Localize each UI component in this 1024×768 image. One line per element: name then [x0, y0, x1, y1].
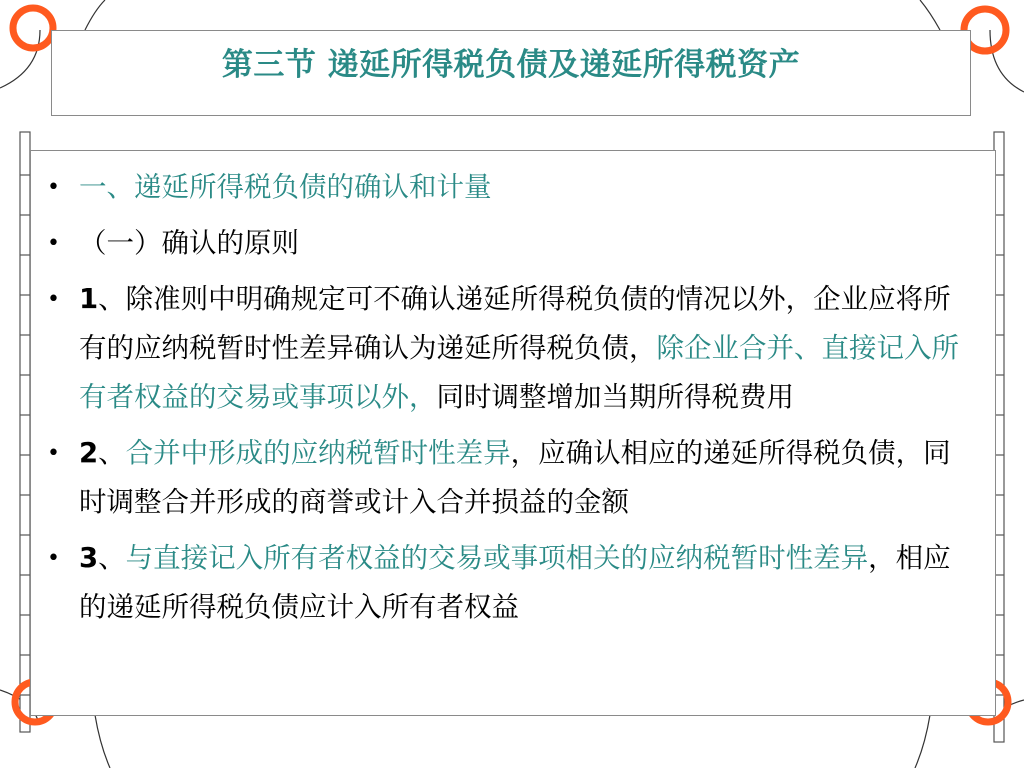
list-item	[45, 275, 975, 422]
bullet-icon: •	[47, 441, 60, 466]
bullet-icon: •	[47, 231, 60, 256]
item-text-highlight: 除企业合并、直接记入所有者权益的交易或事项以外，	[79, 332, 959, 413]
page-title: 第三节 递延所得税负债及递延所得税资产	[221, 47, 801, 83]
item-text: 同时调整增加当期所得税费用	[436, 381, 794, 413]
bullet-list	[45, 163, 975, 639]
bullet-icon: •	[47, 175, 60, 200]
bullet-icon: •	[47, 287, 60, 312]
item-separator: 、	[98, 437, 126, 469]
item-number: 2	[79, 437, 99, 469]
list-item	[45, 429, 975, 527]
item-text-highlight: 合并中形成的应纳税暂时性差异	[125, 437, 511, 469]
left-hinge	[20, 132, 30, 732]
item-number: 1	[79, 283, 99, 315]
item-text: ，相应的递延所得税负债应计入所有者权益	[79, 542, 951, 623]
item-text: ，应确认相应的递延所得税负债，同时调整合并形成的商誉或计入合并损益的金额	[79, 437, 951, 518]
list-item	[45, 534, 975, 632]
title-box	[51, 30, 971, 116]
item-number: 3	[79, 542, 99, 574]
bullet-icon: •	[47, 546, 60, 571]
subsection-heading: （一）确认的原则	[79, 227, 299, 259]
list-item	[45, 219, 975, 268]
section-heading: 一、递延所得税负债的确认和计量	[79, 171, 492, 203]
list-item	[45, 163, 975, 212]
content-box	[30, 150, 996, 716]
item-separator: 、	[98, 283, 126, 315]
item-text: 除准则中明确规定可不确认递延所得税负债的情况以外，企业应将所有的应纳税暂时性差异确认为递延所得税负债，	[79, 283, 951, 364]
item-separator: 、	[98, 542, 126, 574]
ring-top-left	[13, 8, 53, 48]
item-text-highlight: 与直接记入所有者权益的交易或事项相关的应纳税暂时性差异	[125, 542, 869, 574]
